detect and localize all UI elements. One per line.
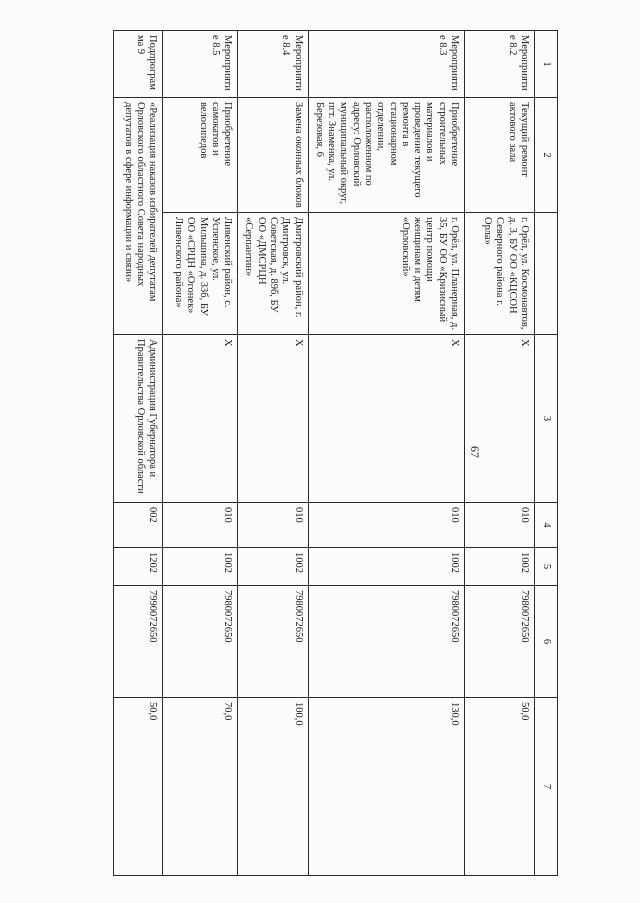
target-code-cell: 7980072650 [465, 586, 535, 698]
section-cell: 1002 [465, 548, 535, 586]
section-cell: 1202 [114, 548, 163, 586]
admin-cell: Администрация Губернатора и Правительства Орловской области [114, 335, 163, 503]
header-cell: 2 [535, 98, 558, 213]
code-cell: 010 [308, 503, 464, 548]
table-row [163, 31, 238, 876]
header-cell: 6 [535, 586, 558, 698]
code-cell: 010 [465, 503, 535, 548]
budget-table [113, 30, 558, 876]
header-cell: 7 [535, 698, 558, 876]
target-code-cell: 7980072650 [238, 586, 308, 698]
event-id-cell: Подпрограмма 9 [114, 31, 163, 98]
event-id-cell: Мероприятие 8.4 [238, 31, 308, 98]
admin-cell: Х [308, 335, 464, 503]
target-code-cell: 7980072650 [163, 586, 238, 698]
table-row [114, 31, 163, 876]
target-code-cell: 7990072650 [114, 586, 163, 698]
table-row [238, 31, 308, 876]
amount-cell: 50,0 [465, 698, 535, 876]
header-cell [535, 213, 558, 335]
code-cell: 010 [238, 503, 308, 548]
event-name-cell: Текущий ремонт актового зала [465, 98, 535, 213]
amount-cell: 70,0 [163, 698, 238, 876]
admin-cell: Х [238, 335, 308, 503]
event-name-cell: Приобретение самокатов и велосипедов [163, 98, 238, 213]
event-id-cell: Мероприятие 8.5 [163, 31, 238, 98]
address-cell: г. Орёл, ул. Космонавтов, д. 3, БУ ОО «КЦСОН Северного района г. Орла» [465, 213, 535, 335]
section-cell: 1002 [238, 548, 308, 586]
event-id-cell: Мероприятие 8.2 [465, 31, 535, 98]
event-name-cell: «Реализация наказов избирателей депутатам Орловского областного Совета народных депутатов в сфере информации и связи» [114, 98, 163, 335]
section-cell: 1002 [163, 548, 238, 586]
header-cell: 1 [535, 31, 558, 98]
header-cell: 5 [535, 548, 558, 586]
header-row [535, 31, 558, 876]
address-cell: Дмитровский район, г. Дмитровск, ул. Советская, д. 89б, БУ ОО «ДМСРЦН «Серпантин» [238, 213, 308, 335]
target-code-cell: 7980072650 [308, 586, 464, 698]
page-number: 67 [468, 446, 482, 458]
address-cell: г. Орёл, ул. Планерная, д. 35, БУ ОО «Кризисный центр помощи женщинам и детям «Орловский» [308, 213, 464, 335]
code-cell: 002 [114, 503, 163, 548]
event-name-cell: Замена оконных блоков [238, 98, 308, 213]
amount-cell: 130,0 [308, 698, 464, 876]
admin-cell: Х [163, 335, 238, 503]
admin-cell: Х [465, 335, 535, 503]
table-row [308, 31, 464, 876]
rotated-table-container [113, 30, 558, 875]
table-row [465, 31, 535, 876]
event-id-cell: Мероприятие 8.3 [308, 31, 464, 98]
header-cell: 4 [535, 503, 558, 548]
header-cell: 3 [535, 335, 558, 503]
amount-cell: 100,0 [238, 698, 308, 876]
amount-cell: 50,0 [114, 698, 163, 876]
code-cell: 010 [163, 503, 238, 548]
event-name-cell: Приобретение строительных материалов и проведение текущего ремонта в стационарном отделении, расположенном по адресу: Орловский муниципальный округ, пгт. Знаменка, ул. Березовая, 6 [308, 98, 464, 213]
section-cell: 1002 [308, 548, 464, 586]
address-cell: Ливенский район, с. Успенское, ул. Мильшина, д. 33б, БУ ОО «СРЦН «Огонек» Ливенского района» [163, 213, 238, 335]
